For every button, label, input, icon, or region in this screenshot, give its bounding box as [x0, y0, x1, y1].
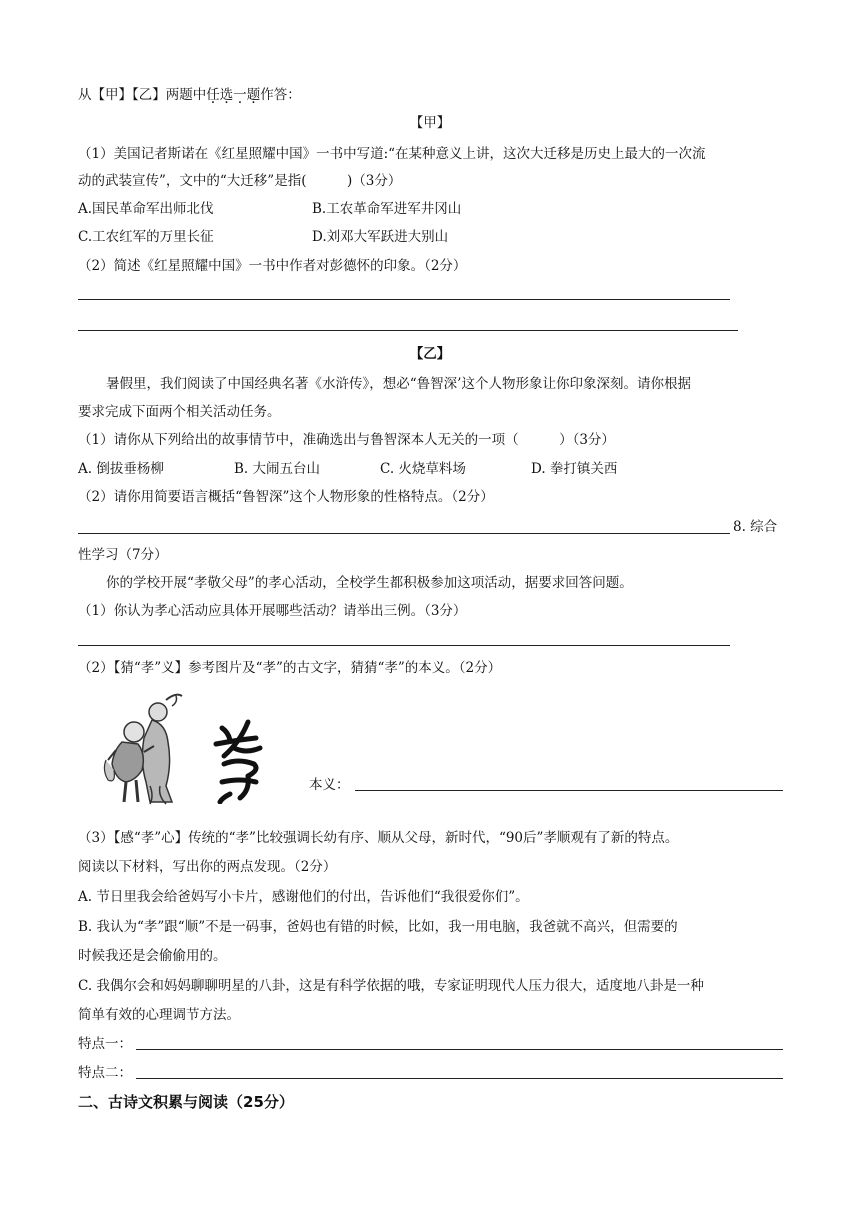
answer-line[interactable]: [78, 533, 730, 534]
emphasis-char: 一: [233, 87, 247, 103]
feature-2-label: 特点二：: [78, 1065, 132, 1081]
q8-q3-line2: 阅读以下材料，写出你的两点发现。（2分）: [78, 859, 337, 875]
instruction: [78, 86, 301, 104]
answer-line[interactable]: [78, 330, 738, 331]
jia-option-d: D.刘邓大军跃进大别山: [312, 229, 449, 245]
feature-1-answer-line[interactable]: [136, 1049, 783, 1050]
filial-piety-illustration: [100, 690, 192, 806]
instruction-pre: 从【甲】【乙】两题中: [78, 87, 207, 103]
material-b-line1: B. 我认为“孝”跟“顺”不是一码事，爸妈也有错的时候，比如，我一用电脑，我爸就不高兴，但需要的: [78, 919, 678, 935]
jia-option-a: A.国民革命军出师北伐: [78, 201, 214, 217]
yi-q2: （2）请你用简要语言概括“鲁智深”这个人物形象的性格特点。（2分）: [78, 489, 494, 505]
q8-q1: （1）你认为孝心活动应具体开展哪些活动？请举出三例。（3分）: [78, 603, 467, 619]
answer-line[interactable]: [78, 645, 730, 646]
benyi-answer-line[interactable]: [355, 790, 783, 791]
jia-option-b: B.工农革命军进军井冈山: [312, 201, 462, 217]
instruction-post: 作答：: [260, 87, 301, 103]
jia-q1-line1: （1）美国记者斯诺在《红星照耀中国》一书中写道:“在某种意义上讲，这次大迁移是历史上最大的一次流: [78, 146, 706, 162]
q8-q3-line1: （3）【感“孝”心】传统的“孝”比较强调长幼有序、顺从父母，新时代，“90后”孝顺观有了新的特点。: [78, 830, 679, 846]
yi-q1: （1）请你从下列给出的故事情节中，准确选出与鲁智深本人无关的一项（ ）（3分）: [78, 432, 615, 448]
jia-q2: （2）简述《红星照耀中国》一书中作者对彭德怀的印象。（2分）: [78, 258, 467, 274]
yi-intro-line1: 暑假里，我们阅读了中国经典名著《水浒传》，想必“鲁智深’这个人物形象让你印象深刻。请你根据: [106, 376, 691, 392]
emphasis-char: 选: [219, 87, 234, 103]
q8-title-part2: 性学习（7分）: [78, 547, 168, 563]
section-2-heading: 二、古诗文积累与阅读（25分）: [78, 1093, 294, 1111]
feature-1-label: 特点一：: [78, 1036, 132, 1052]
emphasis-char: 任: [206, 87, 220, 103]
material-a: A. 节日里我会给爸妈写小卡片，感谢他们的付出，告诉他们“我很爱你们”。: [78, 889, 529, 905]
yi-option-d: D. 拳打镇关西: [531, 461, 618, 477]
answer-line[interactable]: [78, 299, 730, 300]
benyi-label: 本义：: [309, 777, 350, 793]
jia-q1-line2: 动的武装宣传”，文中的“大迁移”是指( )（3分）: [78, 173, 402, 189]
yi-option-b: B. 大闹五台山: [234, 461, 321, 477]
jia-heading: 【甲】: [409, 115, 451, 131]
ancient-xiao-character: [208, 718, 274, 804]
yi-heading: 【乙】: [409, 346, 451, 362]
yi-option-a: A. 倒拔垂杨柳: [78, 461, 164, 477]
yi-intro-line2: 要求完成下面两个相关活动任务。: [78, 404, 281, 420]
feature-2-answer-line[interactable]: [136, 1078, 783, 1079]
emphasis-char: 题: [246, 87, 261, 103]
q8-title-part1: 8. 综合: [733, 519, 778, 535]
q8-q2: （2）【猜“孝”义】参考图片及“孝”的古文字，猜猜“孝”的本义。（2分）: [78, 660, 502, 676]
material-c-line2: 简单有效的心理调节方法。: [78, 1007, 240, 1023]
material-c-line1: C. 我偶尔会和妈妈聊聊明星的八卦，这是有科学依据的哦，专家证明现代人压力很大，适度地八卦是一种: [78, 978, 704, 994]
material-b-line2: 时候我还是会偷偷用的。: [78, 948, 227, 964]
q8-intro: 你的学校开展“孝敬父母”的孝心活动，全校学生都积极参加这项活动，据要求回答问题。: [106, 575, 633, 591]
yi-option-c: C. 火烧草料场: [380, 461, 466, 477]
jia-option-c: C.工农红军的万里长征: [78, 229, 214, 245]
instruction-emphasis: [206, 87, 260, 103]
